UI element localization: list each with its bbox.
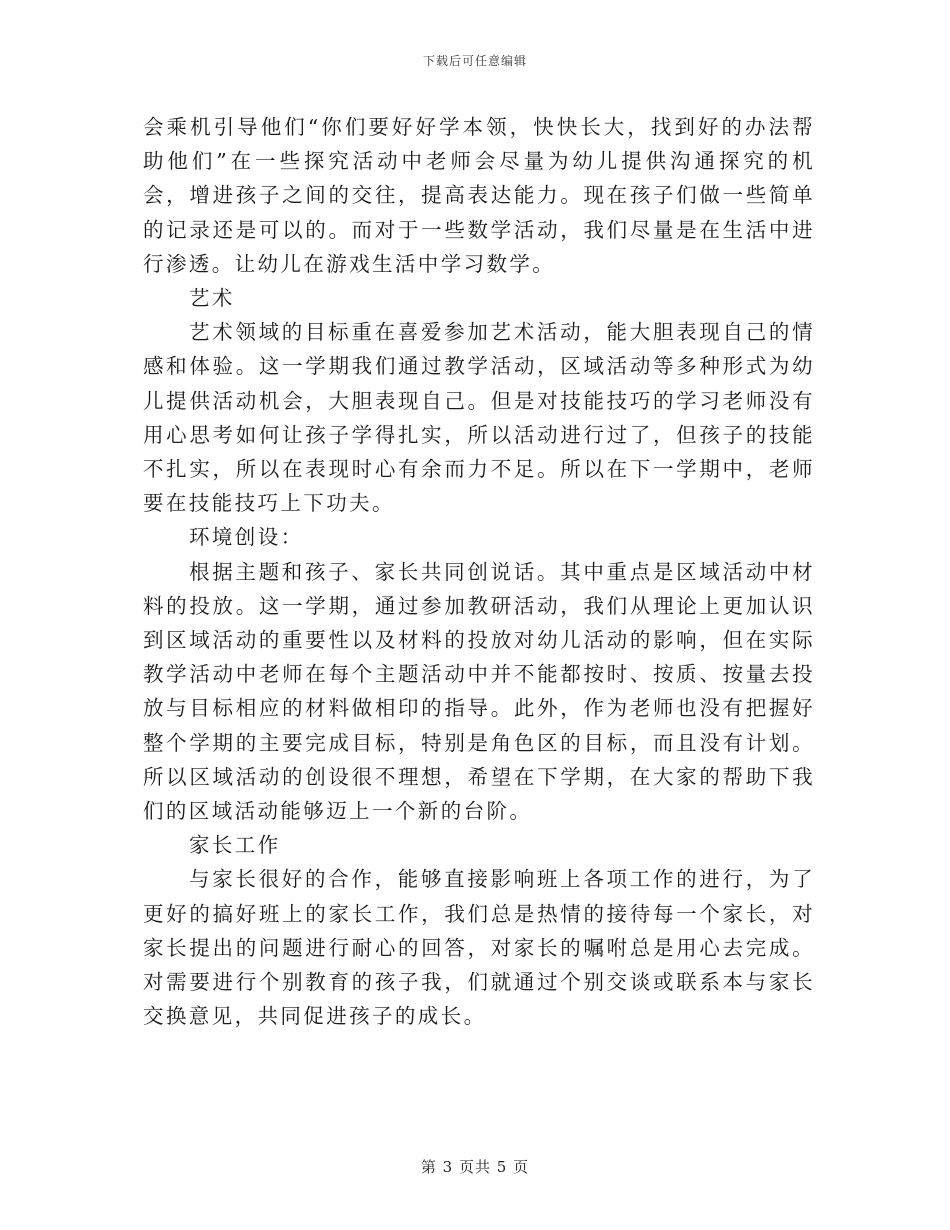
section-heading-parents: 家长工作 bbox=[189, 833, 281, 858]
paragraph-art: 艺术领域的目标重在喜爱参加艺术活动，能大胆表现自己的情感和体验。这一学期我们通过教学活动，区域活动等多种形式为幼儿提供活动机会，大胆表现自己。但是对技能技巧的学习老师没有用心思考如何让孩子学得扎实，所以活动进行过了，但孩子的技能不扎实，所以在表现时心有余而力不足。所以在下一学期中，老师要在技能技巧上下功夫。 bbox=[143, 320, 815, 516]
section-heading-environment: 环境创设： bbox=[189, 525, 304, 550]
paragraph-parents: 与家长很好的合作，能够直接影响班上各项工作的进行，为了更好的搞好班上的家长工作，我们总是热情的接待每一个家长，对家长提出的问题进行耐心的回答，对家长的嘱咐总是用心去完成。对需要进行个别教育的孩子我，们就通过个别交谈或联系本与家长交换意见，共同促进孩子的成长。 bbox=[143, 867, 815, 1029]
paragraph-environment: 根据主题和孩子、家长共同创说话。其中重点是区域活动中材料的投放。这一学期，通过参加教研活动，我们从理论上更加认识到区域活动的重要性以及材料的投放对幼儿活动的影响，但在实际教学活动中老师在每个主题活动中并不能都按时、按质、按量去投放与目标相应的材料做相印的指导。此外，作为老师也没有把握好整个学期的主要完成目标，特别是角色区的目标，而且没有计划。所以区域活动的创设很不理想，希望在下学期，在大家的帮助下我们的区域活动能够迈上一个新的台阶。 bbox=[143, 559, 815, 824]
document-body bbox=[143, 110, 815, 1033]
page-header: 下载后可任意编辑 bbox=[422, 54, 527, 68]
paragraph-continued: 会乘机引导他们“你们要好好学本领，快快长大，找到好的办法帮助他们”在一些探究活动中老师会尽量为幼儿提供沟通探究的机会，增进孩子之间的交往，提高表达能力。现在孩子们做一些简单的记录还是可以的。而对于一些数学活动，我们尽量是在生活中进行渗透。让幼儿在游戏生活中学习数学。 bbox=[143, 115, 815, 276]
page-number: 第 3 页共 5 页 bbox=[420, 1158, 530, 1176]
section-heading-art: 艺术 bbox=[189, 286, 235, 311]
